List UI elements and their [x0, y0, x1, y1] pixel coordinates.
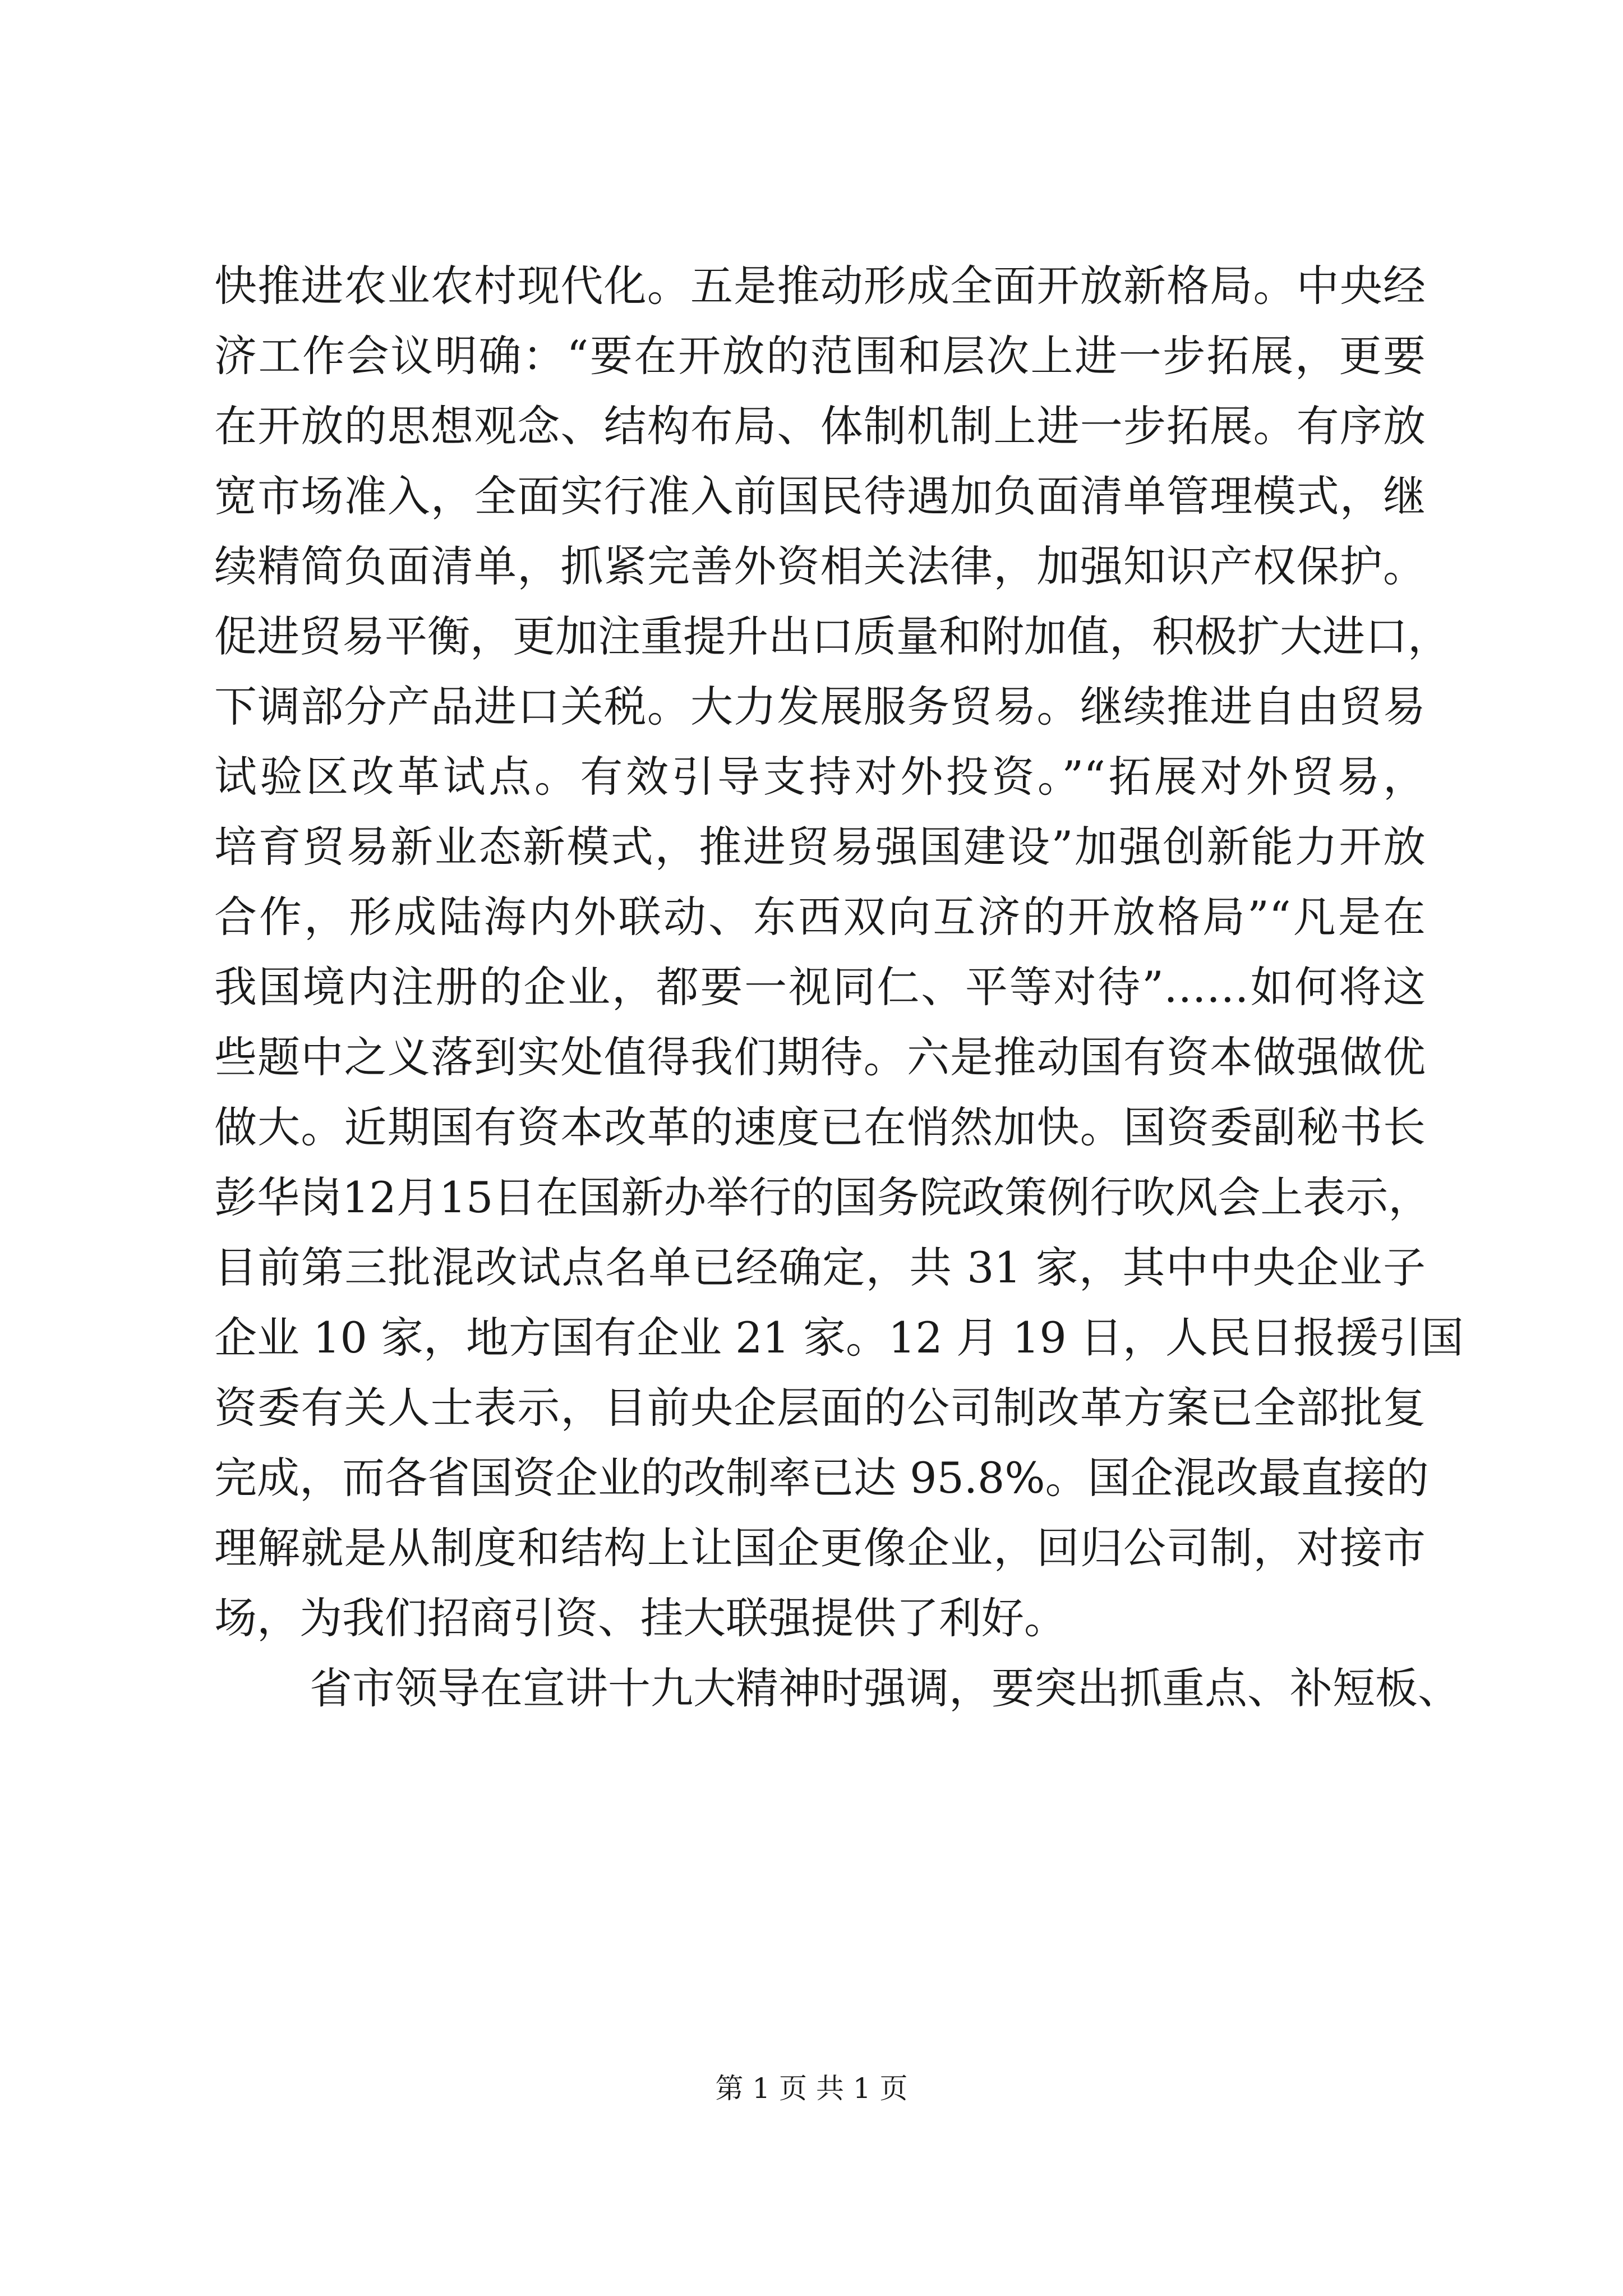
text-line: 彭华岗12月15日在国新办举行的国务院政策例行吹风会上表示，: [214, 1172, 1431, 1222]
text-line: 企业 10 家，地方国有企业 21 家。12 月 19 日，人民日报援引国: [214, 1313, 1464, 1363]
page-number: 第 1 页 共 1 页: [715, 2072, 908, 2105]
text-line: 培育贸易新业态新模式，推进贸易强国建设”加强创新能力开放: [214, 822, 1426, 872]
page-footer: [0, 2069, 1623, 2108]
text-line: 济工作会议明确：“要在开放的范围和层次上进一步拓展，更要: [214, 331, 1426, 381]
text-line: 试验区改革试点。有效引导支持对外投资。”“拓展对外贸易，: [214, 752, 1426, 802]
text-line: 下调部分产品进口关税。大力发展服务贸易。继续推进自由贸易: [214, 682, 1426, 731]
paragraph: [214, 1662, 1460, 1715]
text-line: 资委有关人士表示，目前央企层面的公司制改革方案已全部批复: [214, 1383, 1426, 1433]
text-line: 合作，形成陆海内外联动、东西双向互济的开放格局”“凡是在: [214, 892, 1426, 942]
text-line: 完成，而各省国资企业的改制率已达 95.8%。国企混改最直接的: [214, 1453, 1429, 1503]
text-line: 快推进农业农村现代化。五是推动形成全面开放新格局。中央经: [214, 261, 1426, 311]
text-line: 续精简负面清单，抓紧完善外资相关法律，加强知识产权保护。: [214, 541, 1426, 591]
text-line: 些题中之义落到实处值得我们期待。六是推动国有资本做强做优: [214, 1032, 1426, 1082]
text-line: 促进贸易平衡，更加注重提升出口质量和附加值，积极扩大进口，: [214, 611, 1450, 661]
text-line: 做大。近期国有资本改革的速度已在悄然加快。国资委副秘书长: [214, 1102, 1426, 1152]
text-line: 场，为我们招商引资、挂大联强提供了利好。: [214, 1593, 1067, 1643]
document-body: [214, 259, 1464, 1732]
text-line: 宽市场准入，全面实行准入前国民待遇加负面清单管理模式，继: [214, 471, 1426, 521]
text-line: 在开放的思想观念、结构布局、体制机制上进一步拓展。有序放: [214, 401, 1426, 451]
text-line: 目前第三批混改试点名单已经确定，共 31 家，其中中央企业子: [214, 1243, 1426, 1292]
text-line: 省市领导在宣讲十九大精神时强调，要突出抓重点、补短板、: [310, 1663, 1460, 1713]
paragraph: [214, 259, 1464, 1645]
text-line: 我国境内注册的企业，都要一视同仁、平等对待”……如何将这: [214, 962, 1426, 1012]
text-line: 理解就是从制度和结构上让国企更像企业，回归公司制，对接市: [214, 1523, 1426, 1573]
